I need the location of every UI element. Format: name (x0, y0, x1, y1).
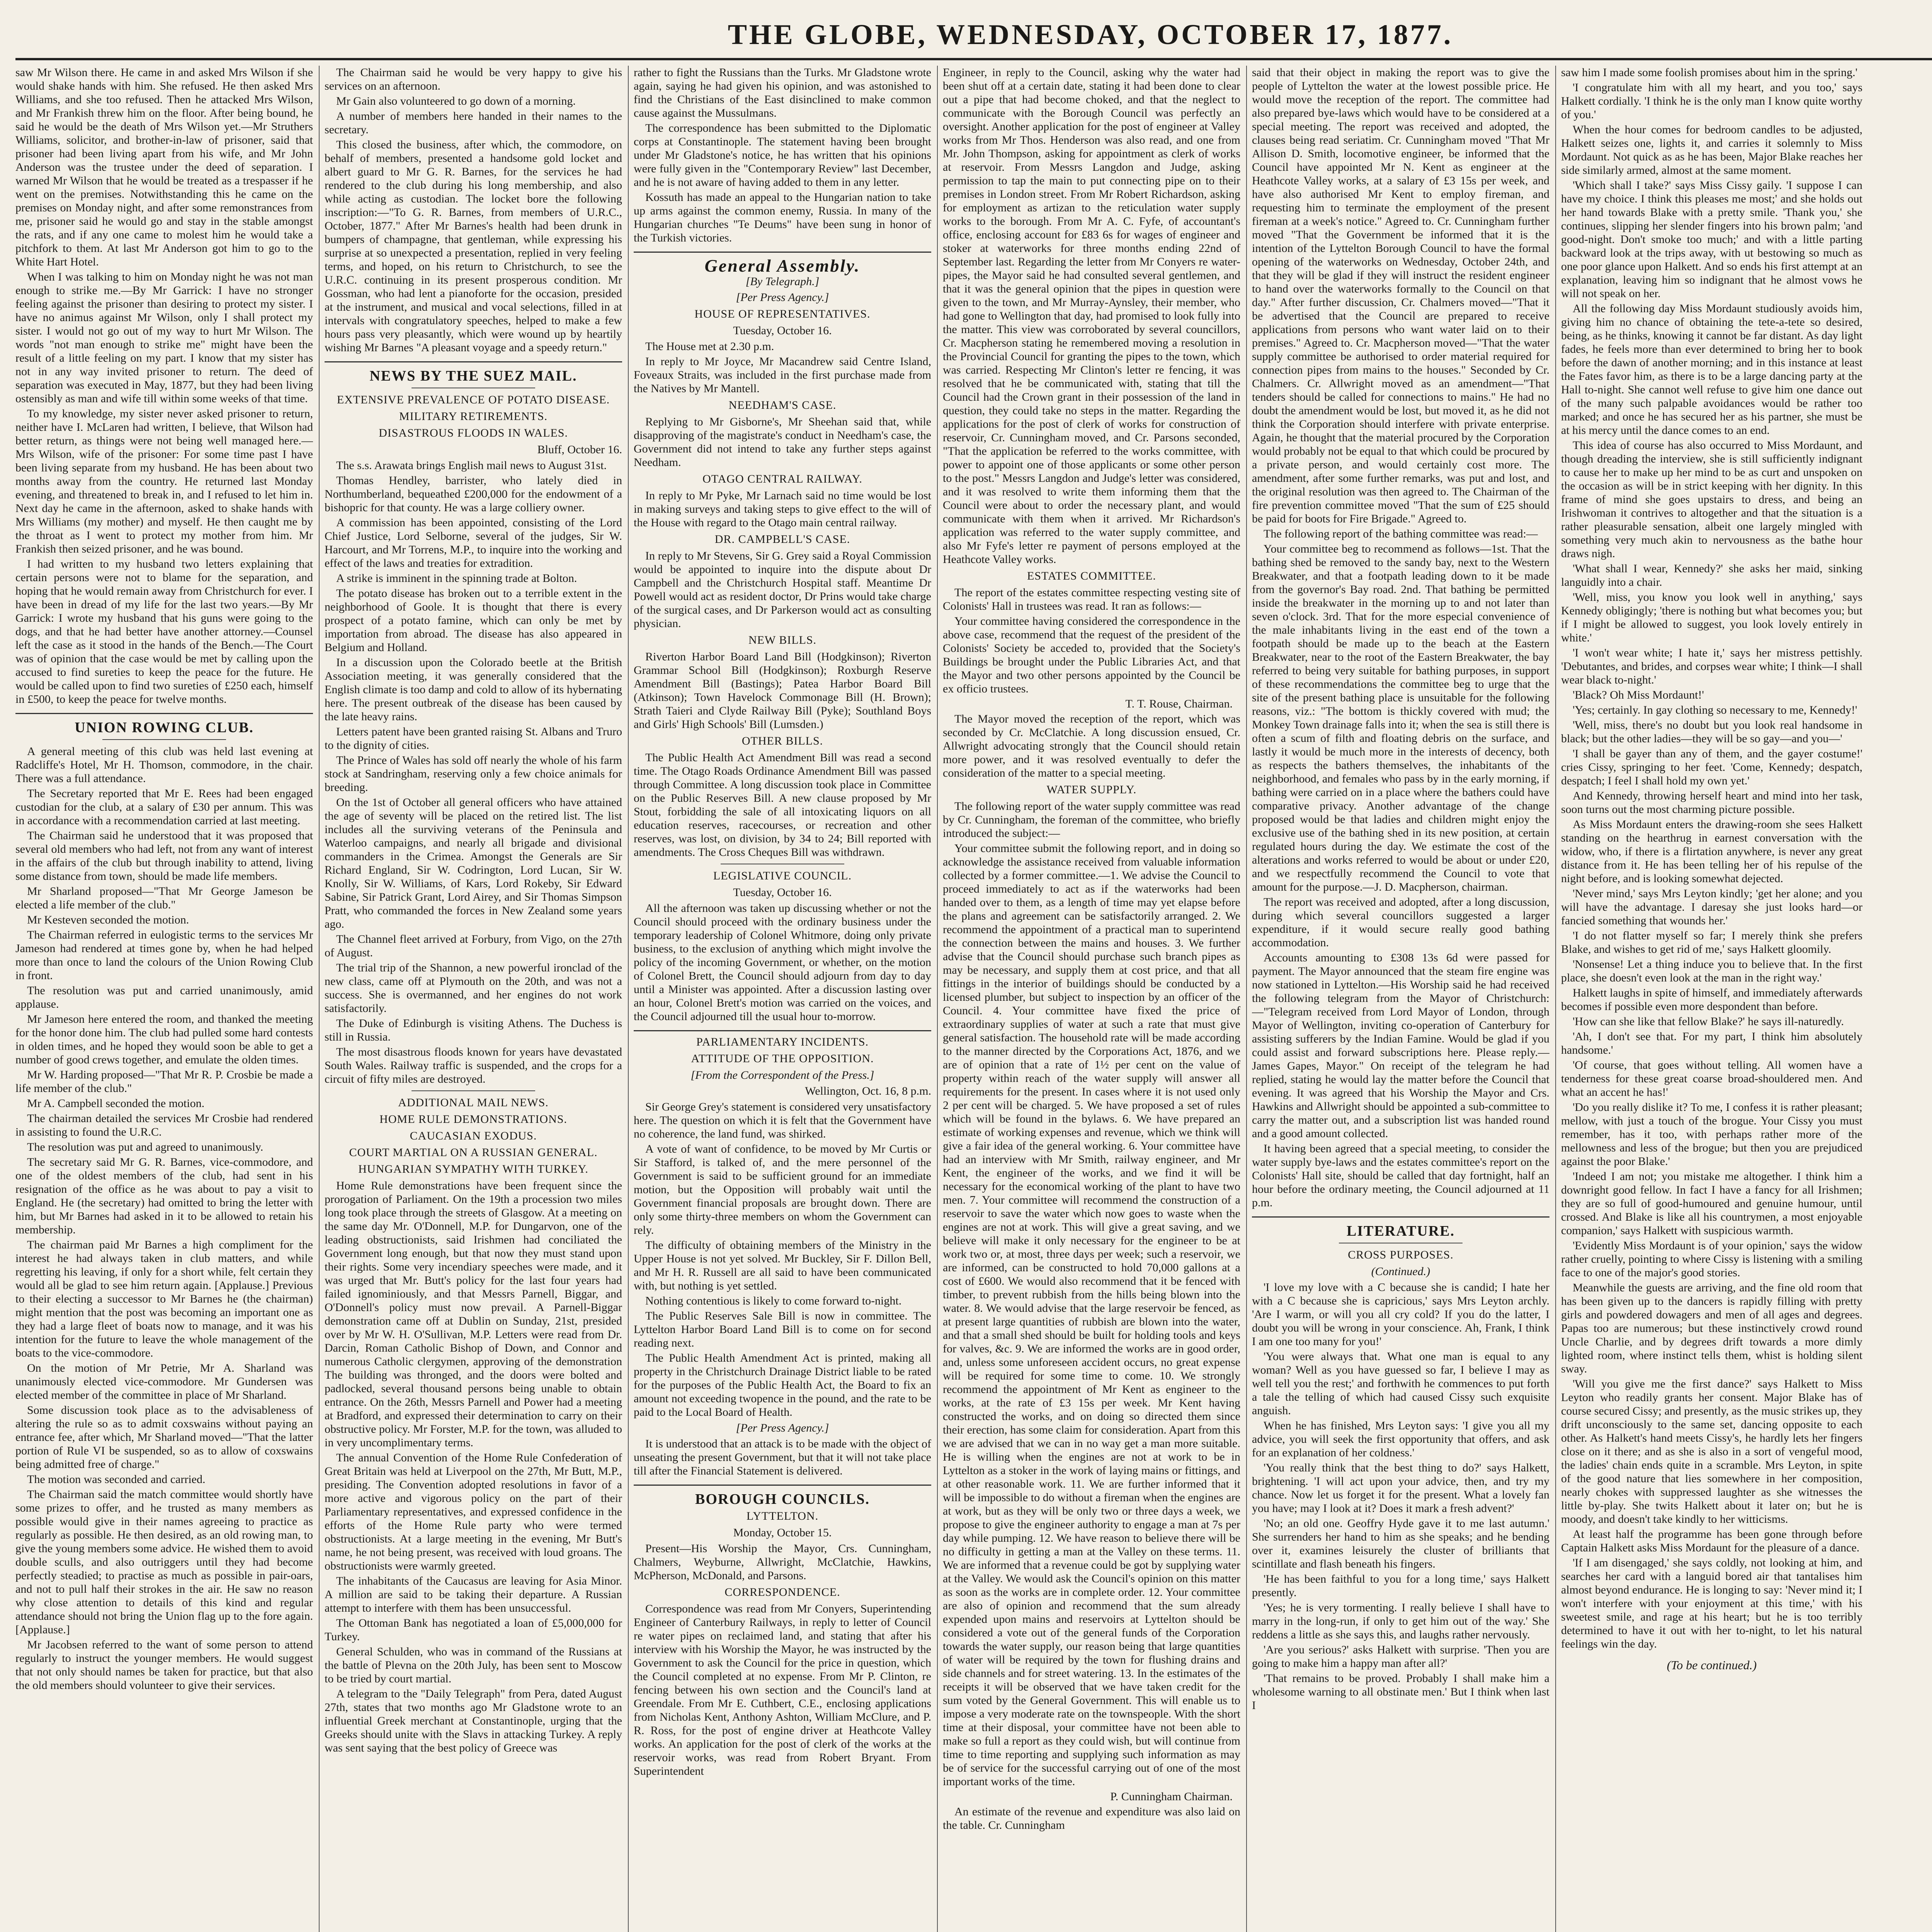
paragraph: Halkett laughs in spite of himself, and immediately afterwards becomes if possible even more despondent than before. (1561, 986, 1862, 1013)
subhead: ATTITUDE OF THE OPPOSITION. (691, 1052, 874, 1065)
paragraph: Correspondence was read from Mr Conyers, Superintending Engineer of Canterbury Railways, in reply to letter of Council re water pipes on reclaimed land, and stating that after his interview with his Worship the Mayor, he was instructed by the Government to ask the Council for the price in question, which the Council completed at no expense. From Mr P. Clinton, re fencing between his own section and the Council's land at Greendale. From Mr E. Cuthbert, C.E., enclosing applications from Nicholas Kent, Anthony Ashton, William McClure, and P. R. Ross, for the post of engine driver at Heathcote Valley works. An application for the post of clerk of the works at the reservoir works, was read from Robert Bryant. From Superintendent (634, 1602, 931, 1777)
byline-telegraph: [By Telegraph.] (745, 275, 820, 288)
paragraph: The House met at 2.30 p.m. (645, 340, 774, 353)
paragraph: Mr Sharland proposed—"That Mr George Jameson be elected a life member of the club." (15, 885, 313, 911)
column-5 (1252, 66, 1549, 1932)
paragraph: 'Well, miss, there's no doubt but you look real handsome in black; but the other ladies—they will be so gay—and you—' (1561, 719, 1862, 745)
subhead: WATER SUPPLY. (1046, 783, 1137, 796)
section-divider (15, 713, 313, 714)
paragraph: Home Rule demonstrations have been frequent since the prorogation of Parliament. On the 19th a procession two miles long took place through the streets of Glasgow. At a meeting on the same day Mr. O'Donnell, M.P. for Dungarvon, one of the leading obstructionists, said Irishmen had conciliated the Government long enough, but that now they must stand upon their rights. Some very incendiary speeches were made, and it was urged that Mr. Butt's policy for the last four years had failed ignominiously, and that Messrs Parnell, Biggar, and O'Donnell's policy must now prevail. A Parnell-Biggar demonstration came off at Dublin on Sunday, 21st, presided over by Mr W. H. O'Sullivan, M.P. Letters were read from Dr. Darcin, Roman Catholic Bishop of Down, and Connor and numerous Catholic clergymen, approving of the demonstration The building was thronged, and the doors were bolted and padlocked, several thousand persons being unable to obtain entrance. On the 26th, Messrs Parnell and Power had a meeting at Bradford, and expressed their determination to carry on their obstructive policy. Mr Forster, M.P. for the town, was alluded to in very uncomplimentary terms. (325, 1179, 622, 1449)
paragraph: Your committee beg to recommend as follows—1st. That the bathing shed be removed to the sandy bay, next to the Western Breakwater, and that a footpath leading down to it be made from the governor's Bay road. 2nd. That bathing be permitted inside the breakwater in the morning up to and not later than seven o'clock. 3rd. That for the more especial convenience of the male inhabitants living in the east end of the town a footpath should be made up to the beach at the Eastern Breakwater, near to the root of the Eastern Breakwater, the bay referred to being very suitable for bathing purposes, in support of these recommendations the committee beg to urge that the site of the present bathing place is unsuitable for the following reasons, viz.: "The bottom is thickly covered with mud; the Monkey Town drainage falls into it; when the sea is still there is often a scum of filth and floating debris on the surface, and lastly it would be much more in the interests of decency, both as respects the bathers themselves, the inhabitants of the neighborhood, and females who pass by in the early morning, if bathing were carried on in a place where the bathers could have comparative privacy. Another advantage of the change proposed would be that ladies and children might enjoy the exclusive use of the bathing shed in its new position, at certain regulated hours during the day. We estimate the cost of the alterations and works referred to would be about or under £20, and we respectfully recommend the Council to vote that amount for the purpose.—J. D. Macpherson, chairman. (1252, 543, 1549, 893)
paragraph: 'Of course, that goes without telling. All women have a tenderness for these great coarse broad-shouldered men. And what an accent he has!' (1561, 1059, 1862, 1099)
paragraph: When I was talking to him on Monday night he was not man enough to strike me.—By Mr Garrick: I have no stronger feeling against the prisoner than desiring to protect my sister. I have no animus against Mr Wilson, only I shall protect my sister. I would not go out of my way to hurt Mr Wilson. The words "not man enough to strike me" might have been the result of a little feeling on my part. I know that my sister has not in any way invited prisoner to return. The deed of separation was executed in May, 1877, but they had been living ostensibly as man and wife till within some weeks of that time. (15, 270, 313, 405)
subhead: HOME RULE DEMONSTRATIONS. (379, 1113, 567, 1126)
subhead: OTHER BILLS. (742, 735, 823, 747)
paragraph: 'I do not flatter myself so far; I merely think she prefers Blake, and wishes to get rid of me,' says Halkett gloomily. (1561, 929, 1862, 956)
column-rule (319, 66, 320, 1932)
subhead: OTAGO CENTRAL RAILWAY. (702, 473, 862, 485)
subhead: CROSS PURPOSES. (1348, 1248, 1454, 1261)
signature: P. Cunningham Chairman. (1110, 1790, 1233, 1803)
subhead: COURT MARTIAL ON A RUSSIAN GENERAL. (349, 1146, 598, 1159)
paragraph: 'How can she like that fellow Blake?' he says ill-naturedly. (1573, 1015, 1844, 1028)
paragraph: And Kennedy, throwing herself heart and mind into her task, soon turns out the most charming picture possible. (1561, 789, 1862, 816)
paragraph: Mr A. Campbell seconded the motion. (27, 1097, 205, 1110)
paragraph: 'Well, miss, you know you look well in anything,' says Kennedy obligingly; 'there is nothing but what becomes you; but if I might be allowed to suggest, you look lovely entirely in white.' (1561, 591, 1862, 644)
paragraph: Replying to Mr Gisborne's, Mr Sheehan said that, while disapproving of the magistrate's conduct in Needham's case, the Government did not intend to take any further steps against Needham. (634, 415, 931, 469)
paragraph: General Schulden, who was in command of the Russians at the battle of Plevna on the 20th July, has been sent to Moscow to be tried by court martial. (325, 1645, 622, 1685)
paragraph: It is understood that an attack is to be made with the object of unseating the present Government, but that it will not take place till after the Financial Statement is delivered. (634, 1437, 931, 1477)
column-1 (15, 66, 313, 1932)
paragraph: The correspondence has been submitted to the Diplomatic corps at Constantinople. The statement having been brought under Mr Gladstone's notice, he has written that his opinions were fully given in the "Contemporary Review" last December, and he is not aware of having added to them in any letter. (634, 122, 931, 189)
dateline: Tuesday, October 16. (733, 886, 832, 899)
headline-suez-mail: NEWS BY THE SUEZ MAIL. (369, 368, 577, 384)
paragraph: 'No; an old one. Geoffry Hyde gave it to me last autumn.' She surrenders her hand to him as she speaks; and he bending over it, examines leisurely the cluster of brilliants that scintillate and flash beneath his fingers. (1252, 1517, 1549, 1570)
subhead: NEEDHAM'S CASE. (728, 399, 837, 412)
paragraph: The chairman paid Mr Barnes a high compliment for the interest he had always taken in club matters, and while regretting his leaving, if only for a short while, felt certain they would all be glad to see him return again. [Applause.] Previous to their electing a successor to Mr Barnes he (the chairman) might mention that the post was becoming an important one as they had a large fleet of boats now to manage, and it was his intention for the future to leave the whole management of the boats to the vice-commodore. (15, 1238, 313, 1359)
paragraph: The resolution was put and carried unanimously, amid applause. (15, 984, 313, 1010)
dateline: Tuesday, October 16. (733, 324, 832, 337)
paragraph: The report was received and adopted, after a long discussion, during which several councillors suggested a larger expenditure, if it would secure really good bathing accommodation. (1252, 896, 1549, 949)
paragraph: As Miss Mordaunt enters the drawing-room she sees Halkett standing on the hearthrug in earnest conversation with the widow, who, if there is a flirtation anywhere, is never any great distance from it. He has been telling her of his repulse of the night before, and is looking somewhat dejected. (1561, 818, 1862, 885)
paragraph: 'Black? Oh Miss Mordaunt!' (1573, 689, 1704, 701)
column-6 (1561, 66, 1862, 1932)
column-3 (634, 66, 931, 1932)
paragraph: To my knowledge, my sister never asked prisoner to return, neither have I. McLaren had written, I believe, that Wilson had better return, as things were not being well managed here.—Mrs Wilson, wife of the prisoner: For some time past I have been living separate from my husband. He has been about two months away from the country. He returned last Monday evening, and threatened to break in, and I refused to let him in. Next day he came in the afternoon, asked to shake hands with Mrs Williams (my mother) and myself. He then caught me by the throat as I went to protect my mother from him. Mr Frankish then seized prisoner, and he was bound. (15, 407, 313, 555)
paragraph: 'Yes; he is very tormenting. I really believe I shall have to marry in the long-run, if only to get him out of the way.' She reddens a little as she says this, and laughs rather nervously. (1252, 1601, 1549, 1641)
paragraph: I had written to my husband two letters explaining that certain persons were not to blame for the separation, and hoping that he would remain away from Christchurch for ever. I have been in dread of my life for the last two years.—By Mr Garrick: I wrote my husband that his guns were going to the dogs, and that he had better have another attorney.—Counsel left the case as it stood in the hands of the Bench.—The Court was of opinion that the case would be met by calling upon the accused to find sureties to keep the peace for the future. He would be called upon to find two sureties of £250 each, himself in £500, to keep the peace for twelve months. (15, 558, 313, 706)
headline-union-rowing-club: UNION ROWING CLUB. (75, 719, 254, 736)
paragraph: Mr W. Harding proposed—"That Mr R. P. Crosbie be made a life member of the club." (15, 1068, 313, 1095)
paragraph: 'I love my love with a C because she is candid; I hate her with a C because she is capricious,' says Mrs Leyton archly. 'Are I warm, or will you all cry cold? If you do the latter, I doubt you will be wrong in your conscience. Ah, Frank, I think I am one too many for you!' (1252, 1281, 1549, 1348)
column-rule (1555, 66, 1556, 1932)
paragraph: The Channel fleet arrived at Forbury, from Vigo, on the 27th of August. (325, 933, 622, 959)
paragraph: The inhabitants of the Caucasus are leaving for Asia Minor. A million are said to be taking their departure. A Russian attempt to interfere with them has been unsuccessful. (325, 1575, 622, 1614)
section-divider (1252, 1216, 1549, 1218)
paragraph: 'Nonsense! Let a thing induce you to believe that. In the first place, she doesn't even look at the man in the right way.' (1561, 958, 1862, 984)
paragraph: The Chairman said the match committee would shortly have some prizes to offer, and he trusted as many members as possible would give in their names agreeing to practice as regularly as possible. He then desired, as an old rowing man, to give the young members some advice. He wished them to avoid double sculls, and also outriggers until they had become perfectly steadied; to practise as much as possible in pair-oars, and not to pull half their strokes in the air. He saw no reason why close attention to details of this kind and regular attendance should not bring the Union flag up to the fore again. [Applause.] (15, 1488, 313, 1636)
paragraph: Your committee having considered the correspondence in the above case, recommend that the request of the president of the Colonists' Society be acceded to, provided that the Society's Buildings be brought under the Public Libraries Act, and that the Mayor and two other persons appointed by the Council be ex officio trustees. (943, 615, 1240, 695)
dateline: Monday, October 15. (733, 1526, 832, 1539)
byline-press-agency: [Per Press Agency.] (736, 1422, 829, 1434)
paragraph: The Chairman said he would be very happy to give his services on an afternoon. (325, 66, 622, 92)
signature: T. T. Rouse, Chairman. (1125, 697, 1233, 710)
paragraph: At least half the programme has been gone through before Captain Halkett asks Miss Mordaunt for the pleasure of a dance. (1561, 1528, 1862, 1554)
subhead: HOUSE OF REPRESENTATIVES. (694, 308, 871, 320)
section-divider (634, 252, 931, 253)
paragraph: Accounts amounting to £308 13s 6d were passed for payment. The Mayor announced that the steam fire engine was now stationed in Lyttelton.—His Worship said he had received the following telegram from the Mayor of Christchurch:—"Telegram received from Lord Mayor of London, through Mayor of Wellington, inviting co-operation of Canterbury for assisting sufferers by the Indian Famine. Would be glad if you could assist and forward subscriptions here. Please reply.—James Gapes, Mayor." On receipt of the telegram he had replied, stating he would lay the matter before the Council that evening. It was agreed that his Worship the Mayor and Crs. Hawkins and Allwright should be appointed a sub-committee to carry the matter out, and a subscription list was handed round and a good amount collected. (1252, 951, 1549, 1140)
subhead: CORRESPONDENCE. (724, 1586, 840, 1599)
dateline: Bluff, October 16. (537, 443, 622, 456)
subhead: PARLIAMENTARY INCIDENTS. (696, 1036, 869, 1048)
column-4 (943, 66, 1240, 1932)
paragraph: In reply to Mr Stevens, Sir G. Grey said a Royal Commission would be appointed to inquire into the dispute about Dr Campbell and the Christchurch Hospital staff. Meantime Dr Powell would act as resident doctor, Dr Prins would take charge of the surgical cases, and Dr Parkerson would act as consulting physician. (634, 549, 931, 630)
paragraph: A vote of want of confidence, to be moved by Mr Curtis or Sir Stafford, is talked of, and the mere personnel of the Government is said to be sufficient ground for an immediate motion, but the Opposition will probably wait until the Government financial proposals are brought down. There are only some thirty-three members on whom the Government can rely. (634, 1143, 931, 1236)
paragraph: 'If I am disengaged,' she says coldly, not looking at him, and searches her card with a languid bored air that tantalises him almost beyond endurance. He is longing to say: 'Never mind it; I won't interfere with your enjoyment at this time,' with his sweetest smile, and rage at his heart; but he is too terribly determined to have it out with her to-night, to let his natural feelings win the day. (1561, 1556, 1862, 1650)
paragraph: Mr Kesteven seconded the motion. (27, 913, 189, 926)
paragraph: Engineer, in reply to the Council, asking why the water had been shut off at a certain date, stating it had been done to clear out a pipe that had become choked, and that the neglect to communicate with the Borough Council was perfectly an oversight. Another application for the post of engineer at Valley works from Mr Thos. Henderson was also read, and one from Mr. John Thompson, asking for appointment as clerk of works at reservoir. From Messrs Langdon and Judge, asking permission to tap the main to put connecting pipe on to their premises in London street. From Mr Robert Richardson, asking for employment as artizan to the reticulation water supply works to the borough. From Mr A. C. Fyfe, of accountant's office, enclosing account for £83 6s for wages of engineer and stoker at waterworks for three months ending 22nd of September last. Regarding the letter from Mr Conyers re water-pipes, the Mayor said he had consulted several gentlemen, and that it was the general opinion that the pipes in question were given to the town, and Mr Murray-Aynsley, their member, who had gone to Wellington that day, had promised to look fully into the matter. This view was corroborated by several councillors, Cr. Macpherson stating he remembered moving a resolution in the Provincial Council for granting the pipes to the town, which was carried. Respecting Mr Clinton's letter re fencing, it was resolved that he be communicated with, stating that till the Council had the Crown grant in their possession of the land in question, they could take no steps in the matter. Regarding the applications for the post of clerk of works for construction of reservoir, Cr. Cunningham moved, and Cr. Parsons seconded, "That the application be referred to the works committee, with power to appoint one of those applicants or some other person to the post." Messrs Langdon and Judge's letter was considered, and it was resolved to write them informing them that the Council were about to order the necessary plant, and would communicate with them when it arrived. Mr Richardson's application was referred to the water supply committee, and also Mr Fyfe's letter re payment of persons employed at the Heathcote Valley works. (943, 66, 1240, 566)
column-rule (628, 66, 629, 1932)
paragraph: Thomas Hendley, barrister, who lately died in Northumberland, bequeathed £200,000 for the endowment of a bishopric for that county. He was a large colliery owner. (325, 474, 622, 514)
paragraph: All the following day Miss Mordaunt studiously avoids him, giving him no chance of obtaining the tete-a-tete so desired, being, as he thinks, knowing it cannot be far distant. As day light fades, he feels more than ever determined to bring her to book before the dawn of another morning; and in this instance at least the Fates favor him, as there is to be a large dancing party at the Hall to-night. She cannot well refuse to give him one dance out of the many such palpable avoidances would be rather too marked; and once he has secured her as his partner, she must be at his mercy until the dance comes to an end. (1561, 302, 1862, 437)
subhead: DISASTROUS FLOODS IN WALES. (379, 427, 568, 439)
subhead: ADDITIONAL MAIL NEWS. (398, 1096, 549, 1109)
paragraph: All the afternoon was taken up discussing whether or not the Council should proceed with the ordinary business under the temporary leadership of Colonel Whitmore, doing only private business, to the exclusion of anything which might involve the policy of the incoming Government, or whether, on the motion of Colonel Brett, the Council should adjourn from day to day until a Minister was appointed. After a discussion lasting over an hour, Colonel Brett's motion was carried on the voices, and the Council adjourned till the usual hour to-morrow. (634, 902, 931, 1023)
paragraph: Mr Jacobsen referred to the want of some person to attend regularly to instruct the younger members. He would suggest that not only should names be taken for practice, but that also the old members should volunteer to give their services. (15, 1638, 313, 1692)
subhead: HUNGARIAN SYMPATHY WITH TURKEY. (358, 1163, 588, 1175)
subhead: CAUCASIAN EXODUS. (410, 1129, 537, 1142)
subhead: ESTATES COMMITTEE. (1027, 570, 1156, 582)
paragraph: 'He has been faithful to you for a long time,' says Halkett presently. (1252, 1573, 1549, 1599)
paragraph: The secretary said Mr G. R. Barnes, vice-commodore, and one of the oldest members of the club, had sent in his resignation of the office as he was about to pay a visit to England. He (the secretary) had omitted to bring the letter with him, but Mr Barnes had asked in it to be allowed to retain his membership. (15, 1156, 313, 1236)
divider (412, 1090, 535, 1091)
paragraph: On the 1st of October all general officers who have attained the age of seventy will be placed on the retired list. The list includes all the surviving veterans of the Peninsula and Waterloo campaigns, and nearly all brigade and divisional commanders in the Crimea. Amongst the Generals are Sir Richard England, Sir W. Codrington, Lord Lucan, Sir W. Knolly, Sir W. Williams, of Kars, Lord Rokeby, Sir Edward Sabine, Sir Patrick Grant, Lord Airey, and Sir Thomas Simpson Pratt, who commanded the forces in New Zealand some years ago. (325, 796, 622, 930)
paragraph: 'You were always that. What one man is equal to any woman? Well as you have guessed so far, I believe I may as well tell you the rest;' and forthwith he commences to put forth a tale the telling of which had caused Cissy such exquisite anguish. (1252, 1350, 1549, 1417)
paragraph: The chairman detailed the services Mr Crosbie had rendered in assisting to found the U.R.C. (15, 1112, 313, 1138)
paragraph: said that their object in making the report was to give the people of Lyttelton the water at the lowest possible price. He would move the reception of the report. The committee had also prepared bye-laws which would have to be considered at a special meeting. The report was received and adopted, the clauses being read seriatim. Cr. Cunningham moved "That Mr Allison D. Smith, locomotive engineer, be informed that the Council have appointed Mr N. Kent as engineer at the Heathcote Valley works, at a salary of £3 15s per week, and have also authorised Mr Kent to employ fireman, and requesting him to terminate the employment of the present fireman at a week's notice." Agreed to. Cr. Cunningham further moved "That the Government be informed that it is the intention of the Lyttelton Borough Council to have the formal opening of the waterworks on Wednesday, October 24th, and that they will be glad if they will instruct the resident engineer to hand over the waterworks formally to the Council on that day." After further discussion, Cr. Chalmers moved—"That it be advertised that the Council are prepared to receive applications from persons who want water laid on to their premises." Agreed to. Cr. Macpherson moved—"That the water supply committee be authorised to order material required for connection pipes from mains to the houses." Seconded by Cr. Chalmers. Cr. Allwright moved as an amendment—"That tenders should be called for connections to mains." He had no doubt the amendment would be lost, but moved it, as he did not think the Corporation should interfere with private enterprise. Again, he thought that the material procured by the Corporation would probably not be equal to that which could be procured by a private person, and would certainly cost more. The amendment, after some further remarks, was put and lost, and the original resolution was then agreed to. The Chairman of the fire prevention committee moved "That the sum of £25 should be paid for boots for Fire Brigade." Agreed to. (1252, 66, 1549, 525)
paragraph: The most disastrous floods known for years have devastated South Wales. Railway traffic is suspended, and the crops for a circuit of fifty miles are destroyed. (325, 1046, 622, 1085)
paragraph: A number of members here handed in their names to the secretary. (325, 110, 622, 136)
paragraph: The following report of the bathing committee was read:— (1264, 527, 1538, 540)
paragraph: The report of the estates committee respecting vesting site of Colonists' Hall in trustees was read. It ran as follows:— (943, 586, 1240, 612)
paragraph: 'Are you serious?' asks Halkett with surprise. 'Then you are going to make him a happy man after all?' (1252, 1643, 1549, 1670)
subhead: LYTTELTON. (746, 1510, 819, 1522)
column-rule (1246, 66, 1247, 1932)
paragraph: 'Which shall I take?' says Miss Cissy gaily. 'I suppose I can have my choice. I think this pleases me most;' and she holds out her hand towards Blake with a pretty smile. 'Thank you,' she continues, slipping her slender fingers into his brown palm; 'and good-night. Don't smoke too much;' and with a little parting backward look at the trips away, with ut bestowing so much as one poor glance upon Halkett. And so ends his first attempt at an explanation, leaving him so indignant that he almost vows he will not speak on her. (1561, 179, 1862, 300)
paragraph: 'You really think that the best thing to do?' says Halkett, brightening. 'I will act upon your advice, then, and try my chance. Now let us forget it for the present. What a lovely fan you have; may I look at it? Does it mark a fresh advent?' (1252, 1461, 1549, 1515)
masthead-rule (15, 58, 1932, 60)
paragraph: rather to fight the Russians than the Turks. Mr Gladstone wrote again, saying he had given his opinion, and was astonished to find the Christians of the East disinclined to make common cause against the Mussulmans. (634, 66, 931, 119)
paragraph: Present—His Worship the Mayor, Crs. Cunningham, Chalmers, Weyburne, Allwright, McClatchie, Hawkins, McPherson, McDonald, and Parsons. (634, 1542, 931, 1582)
paragraph: The Public Reserves Sale Bill is now in committee. The Lyttelton Harbor Board Land Bill is to come on for second reading next. (634, 1310, 931, 1349)
paragraph: A commission has been appointed, consisting of the Lord Chief Justice, Lord Selborne, several of the judges, Sir W. Harcourt, and Mr Torrens, M.P., to inquire into the working and effect of the laws and treaties for extradition. (325, 516, 622, 570)
paragraph: In reply to Mr Joyce, Mr Macandrew said Centre Island, Foveaux Straits, was included in the first purchase made from the Natives by Mr Mantell. (634, 355, 931, 395)
subhead: DR. CAMPBELL'S CASE. (714, 533, 850, 546)
paragraph: Sir George Grey's statement is considered very unsatisfactory here. The question on which it is felt that the Government have no coherence, the land fund, was shirked. (634, 1100, 931, 1140)
paragraph: The Duke of Edinburgh is visiting Athens. The Duchess is still in Russia. (325, 1017, 622, 1043)
paragraph: Nothing contentious is likely to come forward to-night. (645, 1294, 902, 1307)
paragraph: 'Ah, I don't see that. For my part, I think him absolutely handsome.' (1561, 1030, 1862, 1056)
paragraph: Riverton Harbor Board Land Bill (Hodgkinson); Riverton Grammar School Bill (Hodgkinson); Roxburgh Reserve Amendment Bill (Bastings); Patea Harbor Board Bill (Atkinson); Town Havelock Commonage Bill (H. Brown); Strath Taieri and Clyde Railway Bill (Pyke); Southland Boys and Girls' High Schools' Bill (Lumsden.) (634, 650, 931, 731)
column-rule (937, 66, 938, 1932)
column-2 (325, 66, 622, 1932)
paragraph: The following report of the water supply committee was read by Cr. Cunningham, the foreman of the committee, who briefly introduced the subject:— (943, 800, 1240, 840)
continued-note: (Continued.) (1371, 1265, 1430, 1278)
paragraph: When he has finished, Mrs Leyton says: 'I give you all my advice, you will seek the first opportunity that offers, and ask for an explanation of her coldness.' (1252, 1419, 1549, 1459)
subhead: EXTENSIVE PREVALENCE OF POTATO DISEASE. (337, 393, 610, 406)
headline-borough-councils: BOROUGH COUNCILS. (695, 1491, 870, 1507)
to-be-continued-note: (To be continued.) (1667, 1658, 1757, 1672)
paragraph: The Prince of Wales has sold off nearly the whole of his farm stock at Sandringham, reserving only a few choice animals for breeding. (325, 754, 622, 794)
paragraph: In a discussion upon the Colorado beetle at the British Association meeting, it was generally considered that the English climate is too damp and cold to allow of its hybernating here. The present outbreak of the disease has been caused by the late heavy rains. (325, 656, 622, 723)
section-divider (634, 1030, 931, 1031)
paragraph: When the hour comes for bedroom candles to be adjusted, Halkett seizes one, lights it, and carries it solemnly to Miss Mordaunt. Not quick as as he has been, Major Blake reaches her side similarly armed, almost at the same moment. (1561, 123, 1862, 177)
paragraph: A strike is imminent in the spinning trade at Bolton. (336, 572, 577, 585)
paragraph: 'Indeed I am not; you mistake me altogether. I think him a downright good fellow. In fact I have a fancy for all Irishmen; they are so full of good-humoured and genuine humour, until crossed. And Blake is like all his countrymen, a most enjoyable companion,' says Halkett with suspicious warmth. (1561, 1170, 1862, 1237)
byline-correspondent: [From the Correspondent of the Press.] (690, 1069, 874, 1082)
headline-literature: LITERATURE. (1347, 1223, 1455, 1239)
paragraph: The motion was seconded and carried. (27, 1473, 206, 1486)
paragraph: This idea of course has also occurred to Miss Mordaunt, and though dreading the interview, she is still sufficiently indignant to cause her to make up her mind to be as curt and unspoken on the occasion as will be in strict keeping with her dignity. In this frame of mind she goes upstairs to dress, and being an Irishwoman it contrives to altogether and that the situation is a rather pleasurable sensation, albeit one largely mingled with something very much akin to nervousness as the bathe hour draws nigh. (1561, 439, 1862, 560)
paragraph: 'Yes; certainly. In gay clothing so necessary to me, Kennedy!' (1573, 704, 1857, 716)
byline-press-agency: [Per Press Agency.] (736, 291, 829, 304)
paragraph: This closed the business, after which, the commodore, on behalf of members, presented a handsome gold locket and albert guard to Mr G. R. Barnes, for the services he had rendered to the club during his long membership, and also while acting as custodian. The locket bore the following inscription:—"To G. R. Barnes, from members of U.R.C., October, 1877." After Mr Barnes's health had been drunk in bumpers of champagne, that gentleman, while expressing his surprise at so unexpected a presentation, replied in very feeling terms, and hoped, on his return to Christchurch, to see the U.R.C. continuing in its present prosperous condition. Mr Gossman, who had lent a pianoforte for the occasion, presided at the instrument, and musical and vocal selections, filled in at intervals with congratulatory speeches, helped to make a few hours pass very pleasantly, which were wound up by heartily wishing Mr Barnes "A pleasant voyage and a speedy return." (325, 138, 622, 354)
paragraph: Your committee submit the following report, and in doing so acknowledge the assistance received from valuable information collected by a former committee.—1. We advise the Council to proceed immediately to act as if the waterworks had been handed over to them, as a length of time may yet elapse before the plans and agreement can be satisfactorily arranged. 2. We recommend the appointment of a practical man to superintend the connection between the mains and houses. 3. We further advise that the Council should purchase such branch pipes as may be necessary, and supply them at cost price, and that all fittings in the interior of buildings should be conducted by a licensed plumber, but subject to inspection by an officer of the Council. 4. Your committee have fixed the price of extraordinary supplies of water at such a rate that must give general satisfaction. The household rate will be made according to the manner directed by the Corporations Act, 1876, and we are of opinion that a rate of 1½ per cent on the value of property within reach of the water supply will answer all requirements for the present. In cases where it is not used only 2 per cent will be charged. 5. We have proposed a set of rules which will be found in the bylaws. 6. We have prepared an estimate of working expenses and revenue, which we think will give a fair idea of the general working. 6. Your committee have had an interview with Mr Smith, railway engineer, and Mr Kent, the engineer of the works, and we find it will be necessary for the economical working of the plant to have two men. 7. Your committee will recommend the construction of a reservoir to save the water which now goes to waste when the engines are not at work. This will give a great saving, and we believe will make it only necessary for the engineer to be at work two or, at most, three days per week; such a reservoir, we are informed, can be constructed to hold 70,000 gallons at a cost of £600. We would also recommend that it be fenced with timber, to prevent rubbish from the hills being blown into the water. 8. We would advise that the large reservoir be fenced, as at present large quantities of rubbish are blown into the water, and that a small shed should be built for holding tools and keys for valves, &c. 9. We are informed the works are in good order, and, unless some unforeseen accident occurs, no great expense will be required for some time to come. 10. We strongly recommend the appointment of Mr Kent as engineer to the works, at the rate of £3 15s per week. Mr Kent having constructed the works, and on doing so directed them since their erection, has some claim for consideration. Apart from this we are advised that we can in no way get a man more suitable. He is willing when the engines are not at work to be in Lyttelton as a stoker in the work of laying mains or fittings, and at other reasonable work. 11. We are further informed that it will be impossible to do without a fireman when the engines are at work, but as they will be only two or three days a week, we propose to give the engineer authority to engage a man at 7s per day while pumping. 12. We have reason to believe there will be no difficulty in getting a man at the Valley on these terms. 11. We are informed that a revenue could be got by supplying water at the Valley. We would ask the Council's opinion on this matter as soon as the works are in complete order. 12. Your committee are also of opinion and recommend that the sum already expended upon mains and reservoirs at Lyttelton should be considered a vote out of the general funds of the Corporation towards the water supply, our reason being that large quantities of water will be required by the town for flushing drains and side channels and for street watering. 13. In the estimates of the receipts it will be observed that we have taken credit for the sum voted by the General Government. This will enable us to impose a very moderate rate on the townspeople. With the short time at their disposal, your committee have not been able to make so full a report as they could wish, but will continue from time to time reporting and supplying such information as may be of service for the successful carrying out of one of the most important works of the time. (943, 842, 1240, 1788)
subhead: NEW BILLS. (748, 634, 817, 646)
paragraph: Mr Jameson here entered the room, and thanked the meeting for the honor done him. The club had pulled some hard contests in olden times, and he hoped they would soon be able to get a number of good crews together, and emulate the olden times. (15, 1013, 313, 1066)
paragraph: In reply to Mr Pyke, Mr Larnach said no time would be lost in making surveys and taking steps to give effect to the will of the House with regard to the Otago main central railway. (634, 489, 931, 529)
dateline: Wellington, Oct. 16, 8 p.m. (805, 1085, 931, 1097)
paragraph: 'I congratulate him with all my heart, and you too,' says Halkett cordially. 'I think he is the only man I know quite worthy of you.' (1561, 81, 1862, 121)
paragraph: 'Do you really dislike it? To me, I confess it is rather pleasant; mellow, with just a touch of the brogue. Your Cissy you must remember, has it too, with perhaps rather more of the mellowness and less of the brogue; but then you are prejudiced against the poor Blake.' (1561, 1101, 1862, 1168)
paragraph: The Public Health Amendment Act is printed, making all property in the Christchurch Drainage District liable to be rated for the purposes of the Public Health Act, the Board to fix an amount not exceeding twopence in the pound, and the rate to be paid to the Local Board of Health. (634, 1352, 931, 1418)
paragraph: The s.s. Arawata brings English mail news to August 31st. (336, 459, 607, 472)
paragraph: 'I shall be gayer than any of them, and the gayer costume!' cries Cissy, springing to her feet. 'Come, Kennedy; despatch, despatch; I feel I shall hold my own yet.' (1561, 747, 1862, 787)
paragraph: The Chairman said he understood that it was proposed that several old members who had left, not from any want of interest in the affairs of the club but through inability to attend, living some distance from town, should be made life members. (15, 829, 313, 883)
paragraph: The Chairman referred in eulogistic terms to the services Mr Jameson had rendered at times gone by, when he had helped more than once to land the colours of the Union Rowing Club in front. (15, 929, 313, 982)
paragraph: The Ottoman Bank has negotiated a loan of £5,000,000 for Turkey. (325, 1617, 622, 1643)
paragraph: saw Mr Wilson there. He came in and asked Mrs Wilson if she would shake hands with him. She refused. He then asked Mrs Williams, and she too refused. Then he attacked Mrs Wilson, and Mr Frankish threw him on the floor. After being bound, he said he would be the death of Mrs Wilson yet.—Mr Struthers Williams, solicitor, and brother-in-law of prisoner, said that prisoner had been living apart from his wife, and Mr John Anderson was the trustee under the deed of separation. I warned Mr Wilson that he would be treated as a trespasser if he went on the premises. Notwithstanding this he came on the premises on Monday night, and after some remonstrances from me, prisoner said he would go and stay in the stable amongst the rats, and if any one came to molest him he would take a pitchfork to them. At last Mr Anderson got him to go to the White Hart Hotel. (15, 66, 313, 268)
columns (15, 66, 1932, 1932)
subhead: MILITARY RETIREMENTS. (399, 410, 548, 423)
paragraph: Meanwhile the guests are arriving, and the fine old room that has been given up to the dancers is rapidly filling with pretty girls and powdered dowagers and men of all ages and degrees. Papas too are numerous; but these instinctively crowd round Uncle Charlie, and by degrees drift towards a more dimly lighted room, where instinct tells them, whist is holding silent sway. (1561, 1281, 1862, 1375)
masthead: THE GLOBE, WEDNESDAY, OCTOBER 17, 1877. (728, 19, 1453, 51)
subhead: LEGISLATIVE COUNCIL. (713, 869, 852, 882)
paragraph: The annual Convention of the Home Rule Confederation of Great Britain was held at Liverpool on the 27th, Mr Butt, M.P., presiding. The Convention adopted resolutions in favor of a more active and vigorous policy on the part of their Parliamentary representatives, and expressed confidence in the efforts of the Home Rule party who were termed obstructionists. At a large meeting in the evening, Mr Butt's name, he not being present, was received with loud groans. The obstructionists were warmly greeted. (325, 1451, 622, 1572)
paragraph: The Public Health Act Amendment Bill was read a second time. The Otago Roads Ordinance Amendment Bill was passed through Committee. A long discussion took place in Committee on the Public Reserves Bill. A new clause proposed by Mr Stout, forbidding the sale of all intoxicating liquors on all education reserves, racecourses, or recreation and other reserves, was lost, on division, by 34 to 24; Bill reported with amendments. The Cross Cheques Bill was withdrawn. (634, 751, 931, 859)
paragraph: The Secretary reported that Mr E. Rees had been engaged custodian for the club, at a salary of £30 per annum. This was in accordance with a recommendation carried at last meeting. (15, 787, 313, 827)
paragraph: Some discussion took place as to the advisableness of altering the rule so as to admit coxswains without paying an entrance fee, after which, Mr Sharland moved—"That the latter portion of Rule VI be suspended, so as to allow of coxswains being admitted free of charge." (15, 1404, 313, 1471)
paragraph: 'What shall I wear, Kennedy?' she asks her maid, sinking languidly into a chair. (1561, 562, 1862, 588)
paragraph: A general meeting of this club was held last evening at Radcliffe's Hotel, Mr H. Thomson, commodore, in the chair. There was a full attendance. (15, 745, 313, 785)
paragraph: The trial trip of the Shannon, a new powerful ironclad of the new class, came off at Plymouth on the 20th, and was not a success. She is overmanned, and her engines do not work satisfactorily. (325, 961, 622, 1015)
paragraph: Mr Gain also volunteered to go down of a morning. (336, 95, 576, 107)
paragraph: 'Will you give me the first dance?' says Halkett to Miss Leyton who readily grants her consent. Major Blake has of course secured Cissy; and presently, as the music strikes up, they drift unconsciously to the same set, dancing opposite to each other. As Halkett's hand meets Cissy's, he hardly lets her fingers close on it there; and as she is also in a sort of vengeful mood, the ladies' chain ends quite in a scramble. Mrs Leyton, in spite of the good nature that lies somewhere in her composition, nearly chokes with suppressed laughter as she witnesses the little by-play. She twits Halkett about it later on; but he is moody, and doesn't take kindly to her witticisms. (1561, 1378, 1862, 1526)
paragraph: Letters patent have been granted raising St. Albans and Truro to the dignity of cities. (325, 725, 622, 752)
paragraph: A telegram to the "Daily Telegraph" from Pera, dated August 27th, states that two months ago Mr Gladstone wrote to an influential Greek merchant at Constantinople, urging that the Greeks should unite with the Slavs in attacking Turkey. A reply was sent saying that the best policy of Greece was (325, 1687, 622, 1754)
paragraph: 'That remains to be proved. Probably I shall make him a wholesome warning to all obstinate men.' But I think when last I (1252, 1672, 1549, 1712)
paragraph: 'Evidently Miss Mordaunt is of your opinion,' says the widow rather cruelly, pointing to where Cissy is listening with a smiling face to one of the major's good stories. (1561, 1239, 1862, 1279)
section-divider (325, 361, 622, 362)
divider (102, 739, 226, 740)
paragraph: On the motion of Mr Petrie, Mr A. Sharland was unanimously elected vice-commodore. Mr Gundersen was elected member of the committee in place of Mr Sharland. (15, 1362, 313, 1401)
paragraph: The resolution was put and agreed to unanimously. (27, 1141, 264, 1153)
headline-general-assembly: General Assembly. (704, 256, 861, 276)
paragraph: The difficulty of obtaining members of the Ministry in the Upper House is not yet solved. Mr Buckley, Sir F. Dillon Bell, and Mr H. R. Russell are all said to have been communicated with, but nothing is yet settled. (634, 1239, 931, 1292)
paragraph: The Mayor moved the reception of the report, which was seconded by Cr. McClatchie. A long discussion ensued, Cr. Allwright advocating strongly that the Council should retain more power, and it was resolved eventually to defer the consideration of the matter to a special meeting. (943, 713, 1240, 779)
paragraph: It having been agreed that a special meeting, to consider the water supply bye-laws and the estates committee's report on the Colonists' Hall site, should be called that day fortnight, half an hour before the ordinary meeting, the Council adjourned at 11 p.m. (1252, 1142, 1549, 1209)
paragraph: Kossuth has made an appeal to the Hungarian nation to take up arms against the common enemy, Russia. In many of the Hungarian churches "Te Deums" have been sung in honor of the Turkish victories. (634, 191, 931, 244)
section-divider (634, 1485, 931, 1486)
paragraph: saw him I made some foolish promises about him in the spring.' (1561, 66, 1857, 79)
paragraph: The potato disease has broken out to a terrible extent in the neighborhood of Goole. It is thought that there is every prospect of a potato famine, which can only be met by importation from abroad. The disease has also appeared in Belgium and Holland. (325, 587, 622, 654)
paragraph: 'Never mind,' says Mrs Leyton kindly; 'get her alone; and you will have the advantage. I daresay she just looks hard—or fancied something that wounds her.' (1561, 887, 1862, 927)
paragraph: An estimate of the revenue and expenditure was also laid on the table. Cr. Cunningham (943, 1805, 1240, 1832)
paragraph: 'I won't wear white; I hate it,' says her mistress pettishly. 'Debutantes, and brides, and corpses wear white; I think—I shall wear black to-night.' (1561, 646, 1862, 686)
